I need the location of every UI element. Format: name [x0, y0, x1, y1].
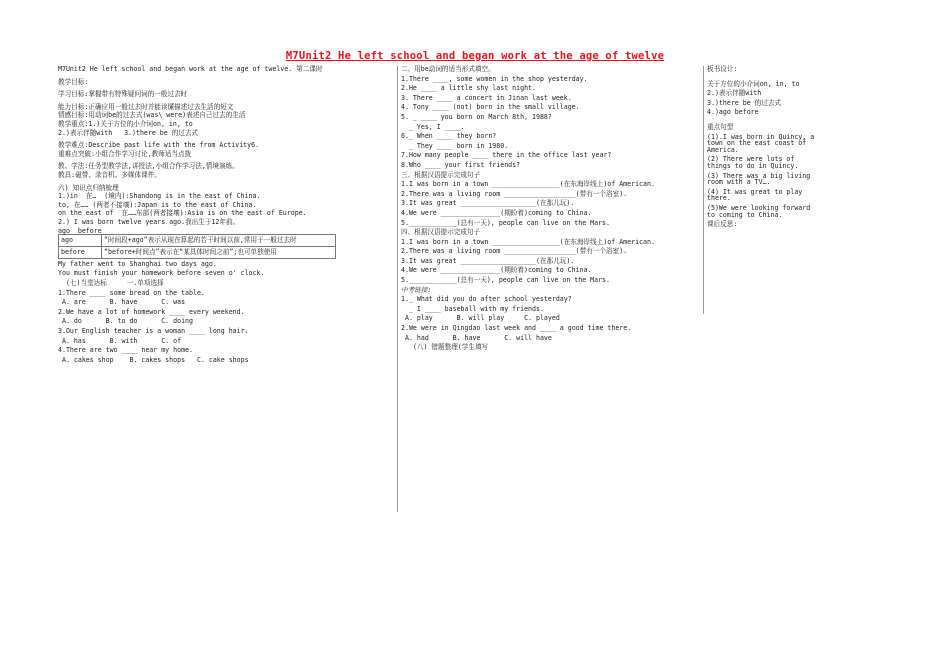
text-line: 学习目标:掌握带有特殊疑问词的一般过去时 — [58, 90, 188, 99]
text-line: (3) There was a big living room with a TV…. — [707, 171, 811, 187]
text-line: A. has B. with C. of — [58, 336, 182, 345]
text-line: 4. Tony ____ (not) born in the small village. — [401, 103, 580, 112]
text-line: 3.It was great ___________________(在那儿玩). — [401, 256, 575, 265]
text-line: A. had B. have C. will have — [401, 333, 552, 342]
text-line: 2.We were in Qingdao last week and ____ a good time there. — [401, 324, 632, 333]
text-line: 4.We were _______________(期盼着)coming to China. — [401, 208, 592, 217]
text-line: 2.)表示伴随with — [707, 89, 762, 98]
text-line: _ They ____ born in 1980. — [401, 141, 509, 150]
text-line: 3. There ____ a concert in Jinan last week. — [401, 93, 572, 102]
text-line: 情感目标:用动词be的过去式(was\ were)表述自己过去的生活 — [58, 111, 246, 120]
text-line: M7Unit2 He left school and began work at the age of twelve. 第二课时 — [58, 65, 323, 73]
text-line: 8.Who ____ your first friends? — [401, 160, 521, 169]
text-line: 2.) I was born twelve years ago.我出生于12年前。 — [58, 217, 240, 226]
text-line: You must finish your homework before seven o' clock. — [58, 269, 265, 278]
text-line: 四、根据汉语提示完成句子 — [401, 228, 481, 237]
text-line: 教学目标: — [58, 77, 89, 86]
text-line: 3.Our English teacher is a woman ____ long hair. — [58, 327, 249, 336]
text-line: (4) It was great to play there. — [707, 187, 803, 203]
text-line: 1._ What did you do after school yesterday? — [401, 295, 572, 304]
text-line: 三、根据汉语提示完成句子 — [401, 170, 481, 179]
text-line: 4.There are two ____ near my home. — [58, 346, 193, 355]
text-line: 3.)there be 的过去式 — [707, 98, 782, 107]
text-line: (5)We were looking forward to coming to China. — [707, 203, 811, 219]
text-line: 重点句型 — [707, 122, 734, 131]
text-line: 1.There ____ some bread on the table. — [58, 288, 205, 297]
text-line: _ I ____ baseball with my friends. — [401, 304, 544, 313]
text-line: 关于方位的小介词on, in, to — [707, 79, 800, 88]
text-line: A. cakes shop B. cakes shops C. cake shops — [58, 355, 249, 364]
middle-column — [397, 66, 699, 512]
text-line: A. do B. to do C. doing — [58, 317, 193, 326]
text-line: (七)当堂达标 一.单项选择 — [58, 279, 164, 288]
text-line: 5.____________(总有一天), people can live on the Mars. — [401, 218, 610, 227]
text-line: 二、用be动词的适当形式填空。 — [401, 65, 495, 73]
text-line: 重难点突破:小组合作学习讨论,教师适当点拨 — [58, 149, 192, 158]
text-line: 3.It was great ___________________(在那儿玩). — [401, 199, 575, 208]
text-line: 2.He ____ a little shy last night. — [401, 84, 536, 93]
text-line: _ Yes, I ____. — [401, 122, 465, 131]
text-line: 板书设计: — [707, 65, 738, 73]
text-line: 4.)ago before — [707, 108, 759, 117]
text-line: 5.____________(总有一天), people can live on the Mars. — [401, 276, 610, 285]
text-line: (1).I was born in Quincy, a town on the east coast of America. — [707, 132, 815, 154]
text-line: 中考链接: — [401, 285, 432, 294]
text-line: My father went to Shanghai two days ago. — [58, 259, 217, 268]
text-line: 5. _ ____ you born on March 8th, 1988? — [401, 112, 552, 121]
exercise-section — [58, 261, 390, 364]
table-cell-explanation: “before+时间点”表示在“某具体时间之前”;也可单独使用 — [102, 246, 336, 258]
text-line: 1.)in 在… (境内):Shandong is in the east of China. — [58, 192, 261, 201]
text-line: 教学重点:1.)关于方位的小介词on, in, to — [58, 119, 193, 128]
left-column — [58, 66, 390, 363]
ago-before-table — [58, 234, 336, 259]
table-row — [59, 235, 336, 247]
text-line: 教学难点:Describe past life with the from Activity6. — [58, 141, 260, 150]
text-line: A. play B. will play C. played — [401, 314, 560, 323]
table-cell-explanation: “时间段+ago”表示从现在算起的若干时间以前,常用于一般过去时 — [102, 235, 336, 247]
table-cell-term: before — [59, 246, 102, 258]
text-line: 1.I was born in a town _________________(在东海岸线上)of American. — [401, 237, 655, 246]
text-line: 7.How many people ____ there in the office last year? — [401, 151, 612, 160]
text-line: A. are B. have C. was — [58, 298, 186, 307]
text-line: 6._ When ____ they born? — [401, 132, 497, 141]
table-cell-term: ago — [59, 235, 102, 247]
page-title: M7Unit2 He left school and began work at the age of twelve — [285, 50, 665, 62]
text-line: 六) 知识点归纳梳理 — [58, 183, 119, 192]
lesson-plan-notes — [58, 66, 390, 234]
text-line: to, 在…… (两者不接壤):Japan is to the east of China. — [58, 200, 257, 209]
text-line: 能力目标:正确应用一般过去时并能读懂描述过去生活的短文 — [58, 102, 234, 111]
text-line: 2.There was a living room __________________(带有一个浴室). — [401, 247, 628, 256]
text-line: 课后反思: — [707, 220, 738, 229]
table-row — [59, 246, 336, 258]
text-line: 教、学法:任务型教学法,讲授法,小组合作学习法,情境演练。 — [58, 162, 239, 171]
right-column — [703, 66, 819, 314]
text-line: ago before — [58, 226, 102, 235]
text-line: 教具:磁带、录音机、多媒体课件。 — [58, 170, 161, 179]
text-line: 1.I was born in a town _________________(在东海岸线上)of American. — [401, 180, 655, 189]
text-line: (八) 错题整理(学生填写 — [401, 343, 489, 352]
text-line: 2.)表示伴随with 3.)there be 的过去式 — [58, 128, 199, 137]
text-line: 2.We have a lot of homework ____ every weekend. — [58, 307, 245, 316]
text-line: 4.We were _______________(期盼着)coming to China. — [401, 266, 592, 275]
text-line: (2) There were lots of things to do in Quincy. — [707, 155, 799, 170]
text-line: on the east of 在……东部(两者接壤):Asia is on the east of Europe. — [58, 209, 307, 218]
text-line: 1.There ____, some women in the shop yesterday. — [401, 74, 588, 83]
text-line: 2.There was a living room __________________(带有一个浴室). — [401, 189, 628, 198]
